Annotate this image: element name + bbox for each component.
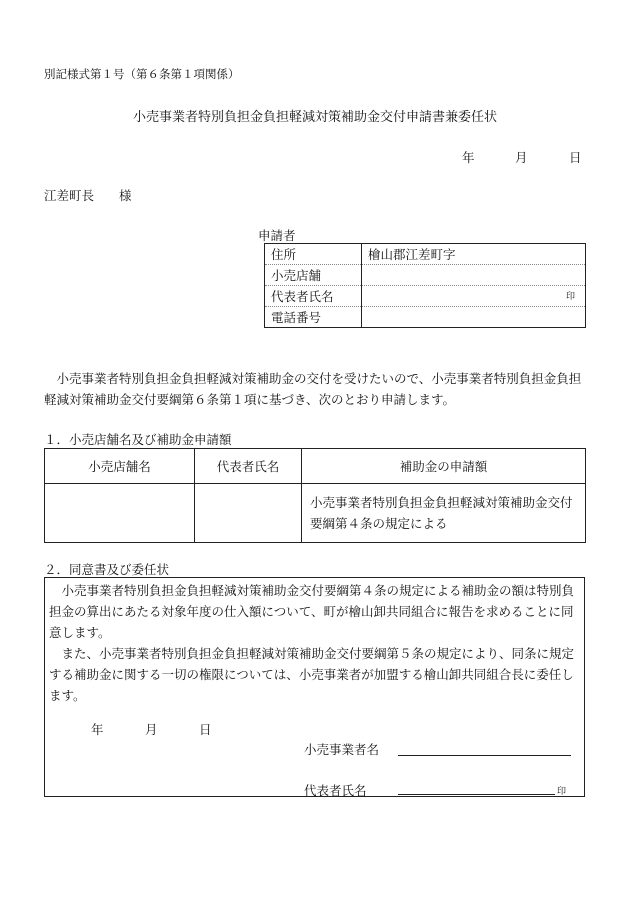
retailer-name-line[interactable] [398, 755, 571, 756]
address-field[interactable]: 檜山郡江差町字 [362, 244, 586, 265]
rep-name-cell[interactable] [195, 484, 302, 543]
applicant-row-rep [265, 286, 586, 307]
section1-heading: １．小売店舗名及び補助金申請額 [44, 432, 232, 447]
subsidy-table-row [45, 484, 586, 543]
seal-mark: 印 [565, 292, 575, 302]
subsidy-table [44, 448, 586, 543]
rep-name-sign-label: 代表者氏名 [304, 783, 367, 798]
header-rep-name: 代表者氏名 [195, 449, 302, 484]
applicant-row-address [265, 244, 586, 265]
consent-paragraph: 小売事業者特別負担金負担軽減対策補助金交付要綱第４条の規定による補助金の額は特別負担金の算出にあたる対象年度の仕入額について、町が檜山卸共同組合に報告を求めることに同意します。 [49, 583, 575, 640]
phone-field[interactable] [362, 307, 586, 328]
rep-name-field[interactable] [362, 286, 586, 307]
phone-label: 電話番号 [265, 307, 362, 328]
applicant-row-store [265, 265, 586, 286]
applicant-table [264, 243, 586, 328]
header-amount: 補助金の申請額 [302, 449, 586, 484]
document-title: 小売事業者特別負担金負担軽減対策補助金交付申請書兼委任状 [132, 110, 497, 125]
delegation-paragraph: また、小売事業者特別負担金負担軽減対策補助金交付要綱第５条の規定により、同条に規定する補助金に関する一切の権限については、小売事業者が加盟する檜山卸共同組合長に委任します。 [49, 646, 575, 703]
consent-date-month: 月 [145, 722, 158, 737]
store-field[interactable] [362, 265, 586, 286]
applicant-label: 申請者 [258, 228, 296, 243]
addressee: 江差町長 様 [44, 188, 132, 203]
date-month-label: 月 [515, 150, 528, 165]
rep-name-sign-line[interactable] [398, 794, 555, 795]
consent-box [44, 577, 585, 797]
subsidy-table-header [45, 449, 586, 484]
address-label: 住所 [265, 244, 362, 265]
store-label: 小売店舗 [265, 265, 362, 286]
section2-heading: ２．同意書及び委任状 [44, 562, 170, 577]
form-number: 別記様式第１号（第６条第１項関係） [44, 67, 240, 81]
date-year-label: 年 [462, 150, 475, 165]
consent-date-year: 年 [91, 722, 104, 737]
store-name-cell[interactable] [45, 484, 195, 543]
retailer-name-label: 小売事業者名 [304, 742, 380, 757]
header-store-name: 小売店舗名 [45, 449, 195, 484]
rep-name-label: 代表者氏名 [265, 286, 362, 307]
intro-paragraph: 小売事業者特別負担金負担軽減対策補助金の交付を受けたいので、小売事業者特別負担金負担軽減対策補助金交付要綱第６条第１項に基づき、次のとおり申請します。 [44, 371, 582, 407]
amount-cell[interactable]: 小売事業者特別負担金負担軽減対策補助金交付要綱第４条の規定による [302, 484, 586, 543]
consent-date-day: 日 [199, 722, 212, 737]
seal-mark-bottom: 印 [557, 787, 567, 797]
date-day-label: 日 [569, 150, 582, 165]
applicant-row-phone [265, 307, 586, 328]
